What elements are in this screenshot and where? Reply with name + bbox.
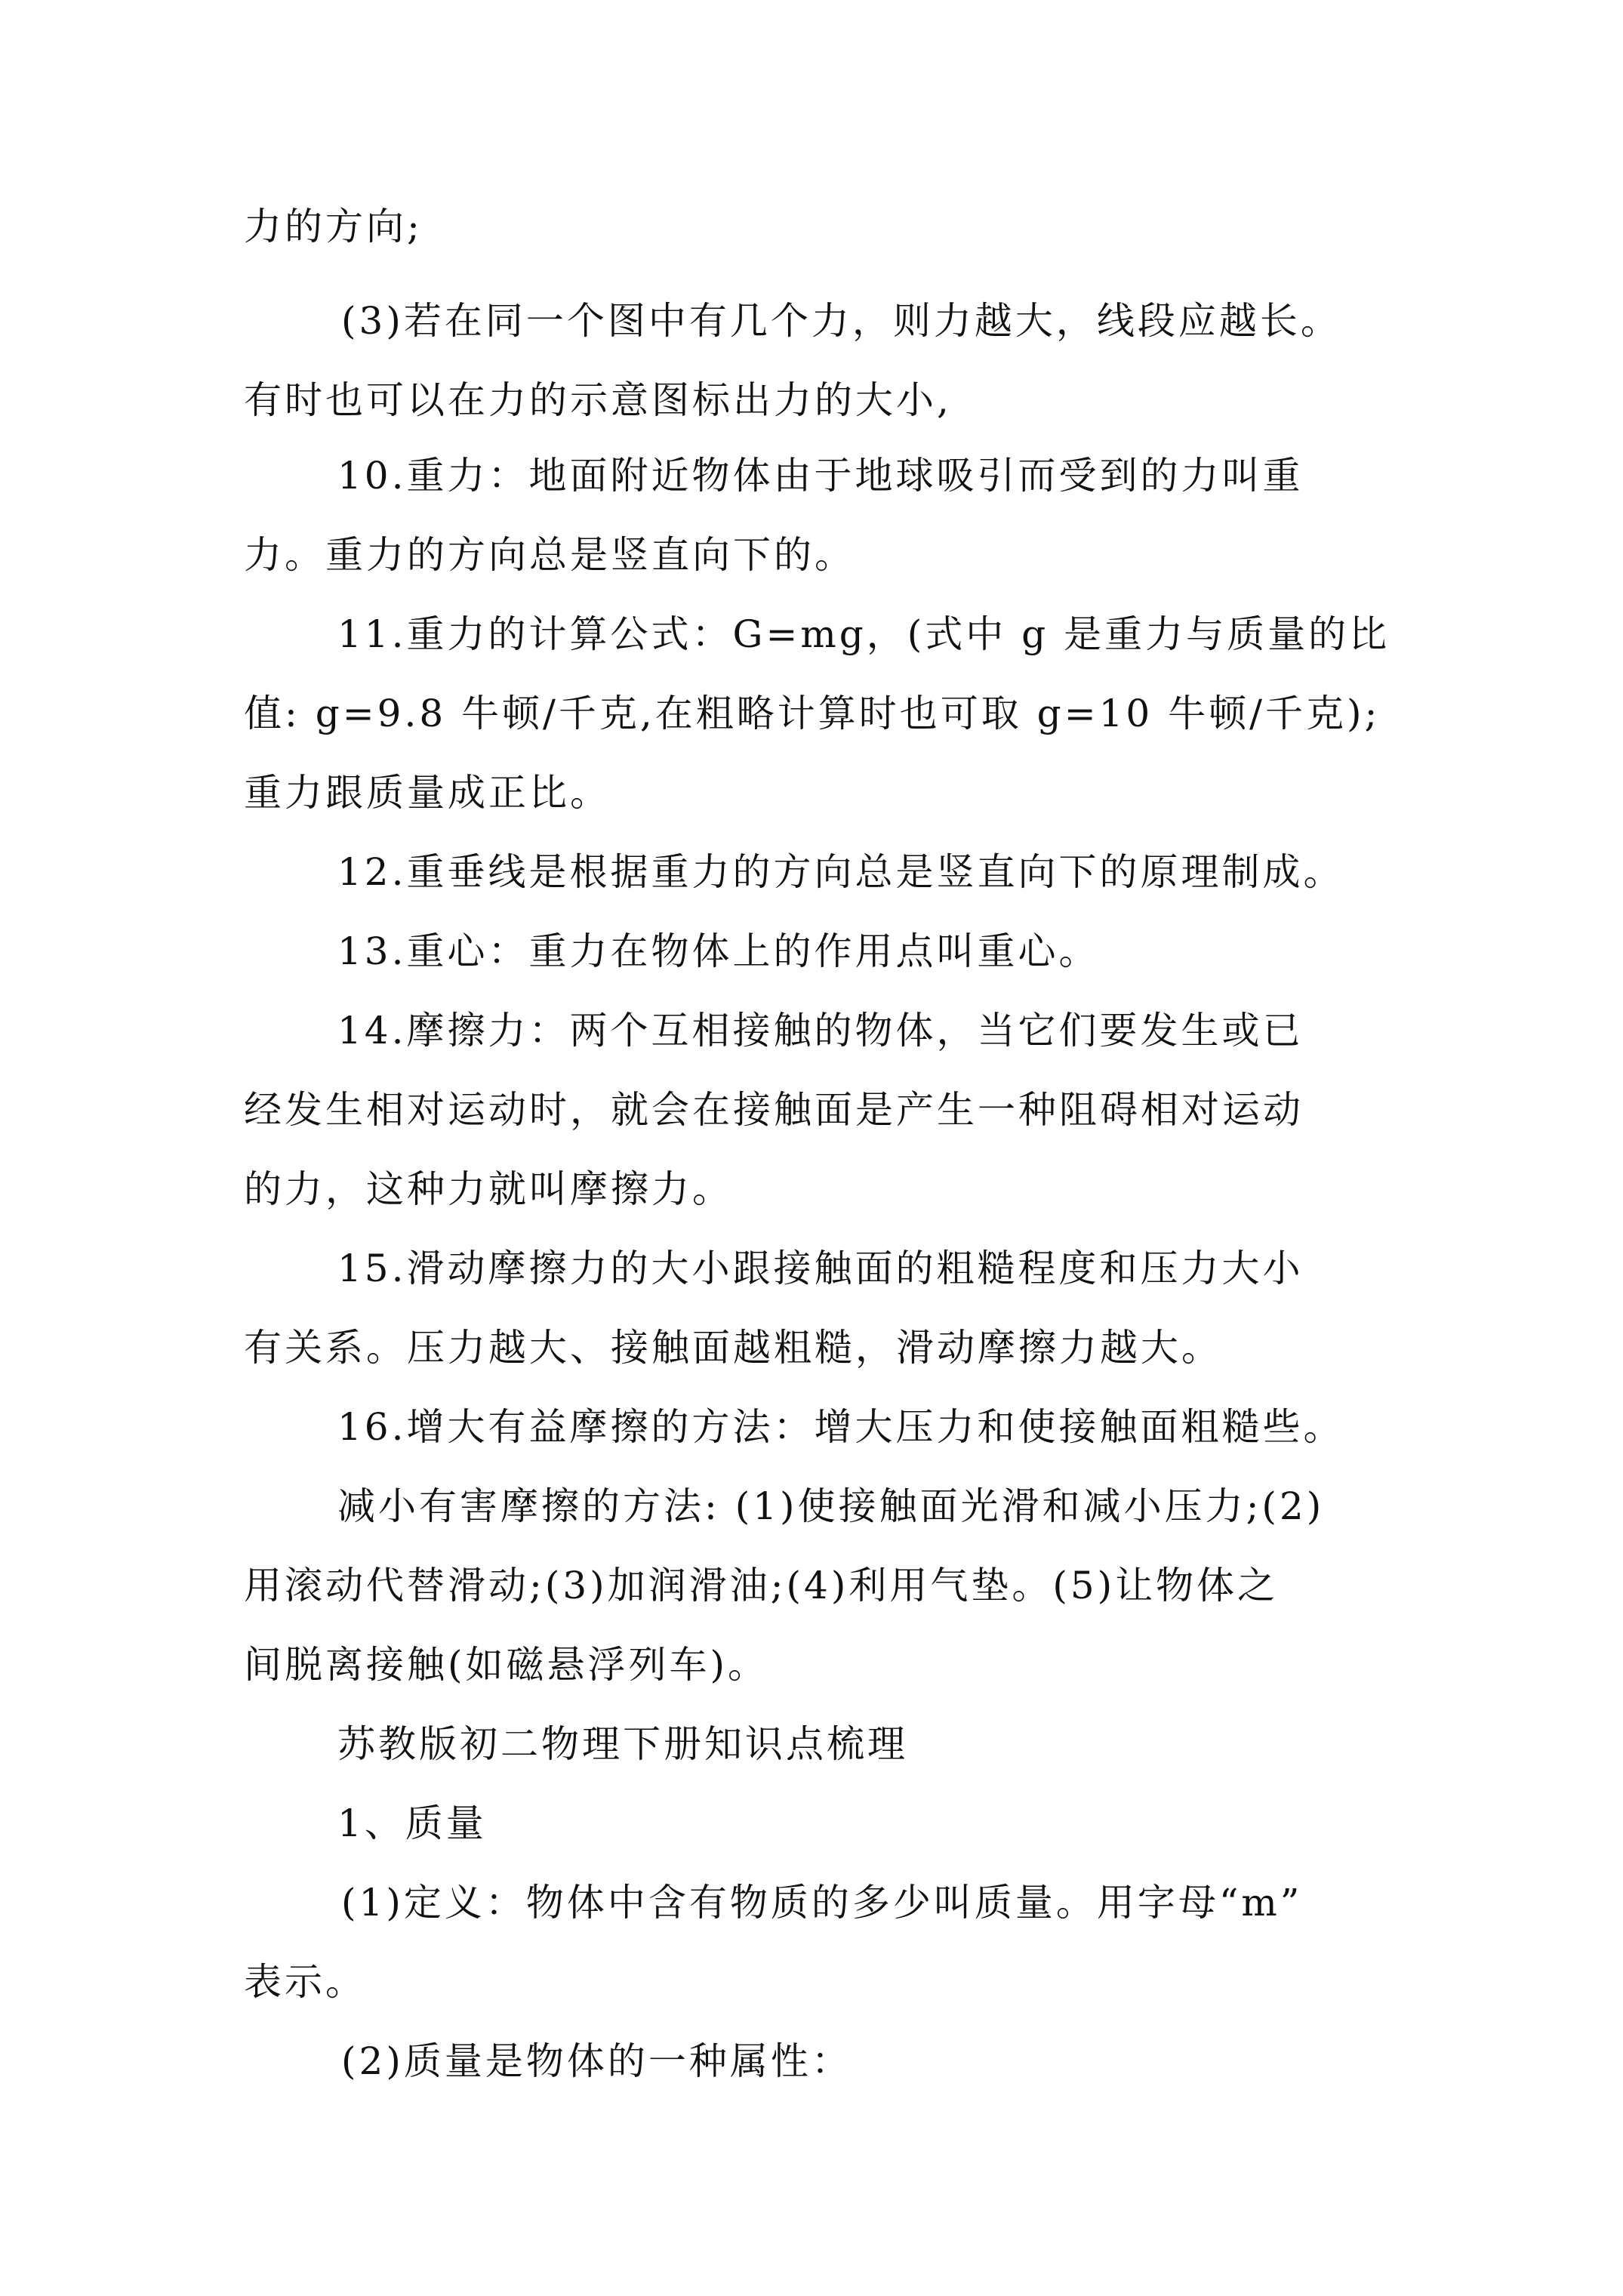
text-line: 苏教版初二物理下册知识点梳理 — [337, 1722, 908, 1766]
text-line: 12.重垂线是根据重力的方向总是竖直向下的原理制成。 — [337, 850, 1344, 894]
text-line: 用滚动代替滑动;(3)加润滑油;(4)利用气垫。(5)让物体之 — [244, 1564, 1279, 1607]
text-line: 的力，这种力就叫摩擦力。 — [244, 1167, 733, 1211]
text-line: 值: g=9.8 牛顿/千克,在粗略计算时也可取 g=10 牛顿/千克); — [244, 692, 1381, 735]
text-line: 力。重力的方向总是竖直向下的。 — [244, 533, 855, 577]
text-line: 经发生相对运动时，就会在接触面是产生一种阻碍相对运动 — [244, 1088, 1304, 1132]
text-line: 1、质量 — [337, 1801, 487, 1845]
text-line: (1)定义：物体中含有物质的多少叫质量。用字母“m” — [341, 1881, 1303, 1925]
text-line: 15.滑动摩擦力的大小跟接触面的粗糙程度和压力大小 — [337, 1247, 1304, 1290]
text-line: 减小有害摩擦的方法: (1)使接触面光滑和减小压力;(2) — [337, 1484, 1325, 1528]
text-line: 13.重心：重力在物体上的作用点叫重心。 — [337, 929, 1100, 973]
text-line: 重力跟质量成正比。 — [244, 771, 611, 815]
text-line: 14.摩擦力：两个互相接触的物体，当它们要发生或已 — [337, 1009, 1304, 1052]
text-line: 有关系。压力越大、接触面越粗糙，滑动摩擦力越大。 — [244, 1326, 1222, 1370]
text-line: 间脱离接触(如磁悬浮列车)。 — [244, 1643, 769, 1687]
text-line: (2)质量是物体的一种属性： — [341, 2039, 852, 2083]
text-line: 11.重力的计算公式：G=mg，(式中 g 是重力与质量的比 — [337, 612, 1390, 656]
text-line: 16.增大有益摩擦的方法：增大压力和使接触面粗糙些。 — [337, 1405, 1344, 1449]
text-line: 力的方向; — [244, 205, 423, 248]
text-line: (3)若在同一个图中有几个力，则力越大，线段应越长。 — [341, 299, 1341, 343]
text-line: 有时也可以在力的示意图标出力的大小, — [244, 378, 952, 422]
text-line: 10.重力：地面附近物体由于地球吸引而受到的力叫重 — [337, 454, 1304, 498]
text-line: 表示。 — [244, 1960, 366, 2004]
